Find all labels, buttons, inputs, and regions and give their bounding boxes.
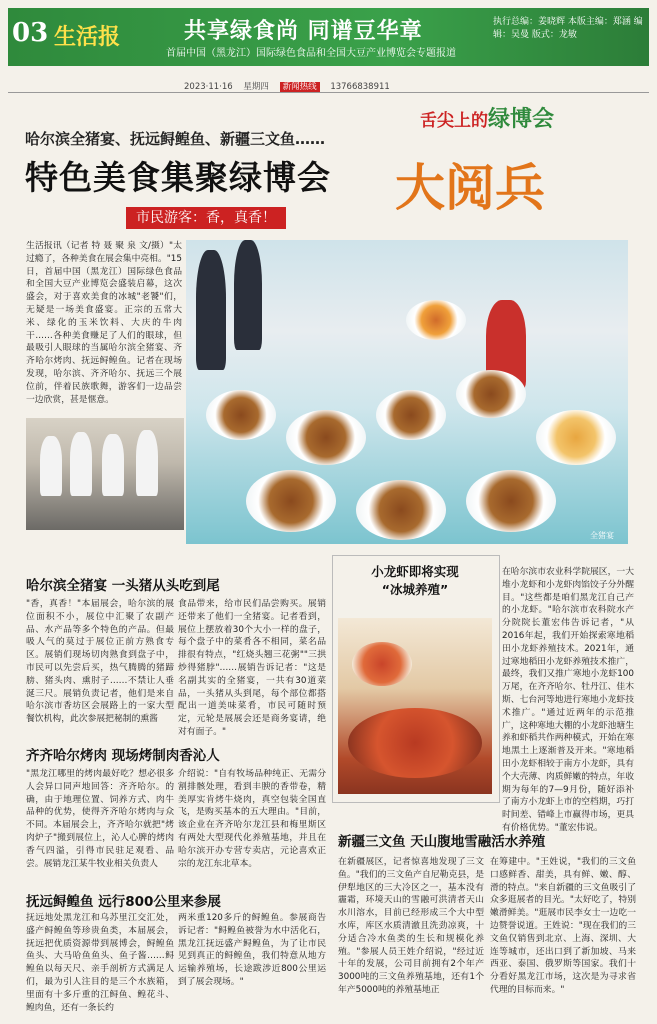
dish-plate <box>356 480 446 540</box>
column-tag-word: 绿博会 <box>488 107 555 132</box>
header-divider <box>8 92 649 93</box>
section-text-salmon-a: 在新疆展区，记者惊喜地发现了三文鱼。"我们的三文鱼产自尼勒克县，是伊犁地区的三大冷区之一，基本没有霾霜，环境天山的雪融可洪清者天山水川溶水，目前已经形成三个大中型水库，库区水质清澈且洗劲凉爽，十分适合冷水鱼类的生长和规模化养殖。"参展人员王姓介绍说，"经过近十年的发展，公司目前拥有2个年产3000吨的三文鱼养殖基地，还有1个年产5000吨的养殖基地正 <box>338 857 484 995</box>
chef-figure <box>70 432 92 496</box>
crayfish-photo <box>338 618 492 794</box>
sidebar-box-title <box>338 563 492 599</box>
sidebar-text: 在哈尔滨市农业科学院展区，一大堆小龙虾和小龙虾肉馅饺子分外醒目。"这些都是咱们黑龙江自己产的小龙虾。"哈尔滨市农科院水产分院院长董宏伟告诉记者，"从2016年起，我们开始探索寒地稻田小龙虾养殖技术。2021年，通过寒地稻田小龙虾养殖技术推广，最终，我们又推广寒地小龙虾100万尾，在齐齐哈尔、牡丹江、佳木斯、七台河等地进行寒地小龙虾技术推广。"通过近两年的示范推广，这种寒地大棚的小龙虾池塘生养和虾稻共作两种模式，开始在寒地黑土上逐渐普及开来。"寒地稻田小龙虾相较于南方小龙虾，具有个大壳薄、肉质鲜嫩的特点，年收期为每年的7—9月份，随好添补了南方小龙虾上市的空档期，巧打时间差、错峰上市赢得市场，更具有价格优势。"董宏伟说。 <box>502 567 634 833</box>
section-title-sturgeon: 抚远鲟鳇鱼 远行800公里来参展 <box>26 894 221 910</box>
chef-figure <box>136 430 158 496</box>
banner-sub-slogan: 首届中国（黑龙江）国际绿色食品和全国大豆产业博览会专题报道 <box>166 48 456 59</box>
dish-plate <box>466 470 556 532</box>
hotline-label: 新闻热线 <box>280 82 320 92</box>
section-text-sturgeon-b: 两米重120多斤的鲟鳇鱼。参展商告诉记者："鲟鳇鱼被誉为水中活化石，黑龙江抚远盛产鲟鳇鱼，为了让市民见到真正的鲟鳇鱼，我们特意从地方运输养殖场，长途跋涉近800公里运到了展会现场。" <box>178 913 326 987</box>
section-title-bbq: 齐齐哈尔烤肉 现场烤制肉香沁人 <box>26 748 220 764</box>
dateline <box>184 80 398 92</box>
column-tag-prefix: 舌尖上的 <box>420 111 488 131</box>
headline-emphasis: 大阅兵 <box>395 158 545 217</box>
banner-slogan: 共享绿食尚 同谱豆华章 <box>184 19 423 44</box>
dish-plate <box>536 410 616 465</box>
page-number: 03 <box>12 18 49 48</box>
chef-figure <box>40 436 62 496</box>
column-tag <box>420 102 554 133</box>
sidebar-title-line2: “冰城养殖” <box>381 582 449 597</box>
lead-paragraph: 生活报讯（记者 特 聂 聚 泉 文/摄）"太过瘾了，各种美食在展会集中亮相。"15日，首届中国（黑龙江）国际绿色食品和全国大豆产业博览会盛装启幕，这次盛会，对于喜欢美食的冰城"老饕"们，无疑是一场美食盛宴。正宗的五常大米、绿化的玉米饮料、大庆的牛肉干……各种美食赚足了人们的眼球，但最吸引人眼球的当属哈尔滨全猪宴、齐齐哈尔烤肉、抚远鲟鳇鱼。记者在现场发现，哈尔滨、齐齐哈尔、抚远三个展位前，伴着民族歌舞，游客们一边品尝一边欣赏，甚是惬意。 <box>26 241 182 405</box>
page-banner <box>8 8 649 66</box>
dish-plate <box>406 300 466 340</box>
dish-plate <box>456 370 526 418</box>
section-text-pork-b: 食品带来，给市民们品尝购买。展销还带来了他们一全猪宴。记者看到，展位上摆放着30个大小一样的盘子，每个盘子中的菜肴各不相同，菜名品排很有特点，"红烧头翘三花粥""三拱炒得猪脖"……展销告诉记者："这是名副其实的全猪宴，一共有30道菜品，一头猪从头到尾，每个部位都搭配出一道美味菜肴，市民可随时预定，元轮是展展会还是商务宴请，绝对有面子。" <box>178 599 326 737</box>
section-text-bbq-a: "黑龙江哪里的烤肉最好吃？想必很多人会异口同声地回答：齐齐哈尔。的确，由于地理位置、饲养方式、肉牛品种的优势，使得齐齐哈尔烤肉与众不同。本届展会上，齐齐哈尔就把"烤肉炉子"搬到展位上，沁人心脾的烤肉香气四溢，引得市民驻足观看、品尝。展销龙江某牛牧业相关负责人 <box>26 769 174 869</box>
dish-plate <box>246 470 336 532</box>
crayfish-plate <box>348 708 482 778</box>
section-text-sturgeon-a: 抚远地处黑龙江和乌苏里江交汇处，盛产鲟鳇鱼等珍贵鱼类，本届展会，抚远把优质资源带到展博会，鲟鳇鱼鱼头、大马哈鱼鱼头、鱼子酱……鲟鳇鱼以每天尺、亲手剖析方式满足人们，最为引人注目的是三个水族箱，里面有十多斤重的江鲟鱼、鳇花斗、鳇肉鱼，还有一条长约 <box>26 913 174 1013</box>
hotline-number: 13766838911 <box>330 82 390 92</box>
dish-plate <box>376 390 446 440</box>
issue-weekday: 星期四 <box>243 82 269 92</box>
section-title-salmon: 新疆三文鱼 天山腹地雪融活水养殖 <box>338 834 546 850</box>
article-kicker: 哈尔滨全猪宴、抚远鲟鳇鱼、新疆三文鱼…… <box>25 130 326 148</box>
visitor-figure <box>234 240 262 350</box>
crayfish-plate <box>352 642 412 686</box>
article-headline: 特色美食集聚绿博会 <box>25 158 331 197</box>
section-text-pork-a: "香，真香！"本届展会，哈尔滨的展位面积不小，展位中汇聚了农副产品、水产品等多个特色的产品。但最吸人气的莫过于展位正前方熟食专区。展销们现场切肉熟食到盘子中，市民可以先尝后买，热气腾腾的猪蹄膀、猪头肉、熏肘子……不禁让人垂涎三尺。展销负责记者，他们是来自哈尔滨市香坊区会展路上的一家大型餐饮机构，此次参展把秘制的熏酱 <box>26 599 174 725</box>
article-subhead: 市民游客：香，真香！ <box>126 207 286 229</box>
photo-caption: 全猪宴 <box>590 531 614 540</box>
section-name: 生活报 <box>54 24 121 50</box>
dish-plate <box>286 410 366 465</box>
chef-figure <box>102 434 124 496</box>
visitor-figure <box>196 250 226 370</box>
section-text-bbq-b: 介绍说："自有牧场品种纯正、无需分割排骸处理，看到丰腴的香带卷，精美厚实肯烤牛烧肉，真空包装全国直飞，是购买基本的五大理由。"目前，该企业在齐齐哈尔龙江县和梅里斯区有两处大型现代化养殖基地，并且在哈尔滨开办专营专卖店，元论喜欢正宗的龙江东北草本。 <box>178 769 326 869</box>
section-title-pork: 哈尔滨全猪宴 一头猪从头吃到尾 <box>26 578 220 594</box>
issue-date: 2023·11·16 <box>184 82 233 92</box>
dish-plate <box>206 390 276 440</box>
section-text-salmon-b: 在筹建中。"王姓说，"我们的三文鱼口感鲜香、甜美，具有鲜、嫩、醇、滑的特点。"来自新疆的三文鱼吸引了众多逛展者的目光。"太好吃了，特别嫩滑鲜美。"逛展市民李女士一边吃一边赞誉说道。王姓说："现在我们的三文鱼仅销售到北京、上海、深圳、大连等城市，还出口到了新加坡、马来西亚、泰国、俄罗斯等国家。我们十分看好黑龙江市场，这次是为寻求省代理的目标而来。" <box>490 857 636 995</box>
banquet-photo <box>186 240 628 544</box>
sidebar-title-line1: 小龙虾即将实现 <box>371 564 459 579</box>
chefs-photo <box>26 418 184 530</box>
staff-credits: 执行总编：姜晓辉 本版主编：郑涵 编辑：吴曼 版式：龙敏 <box>493 17 643 40</box>
